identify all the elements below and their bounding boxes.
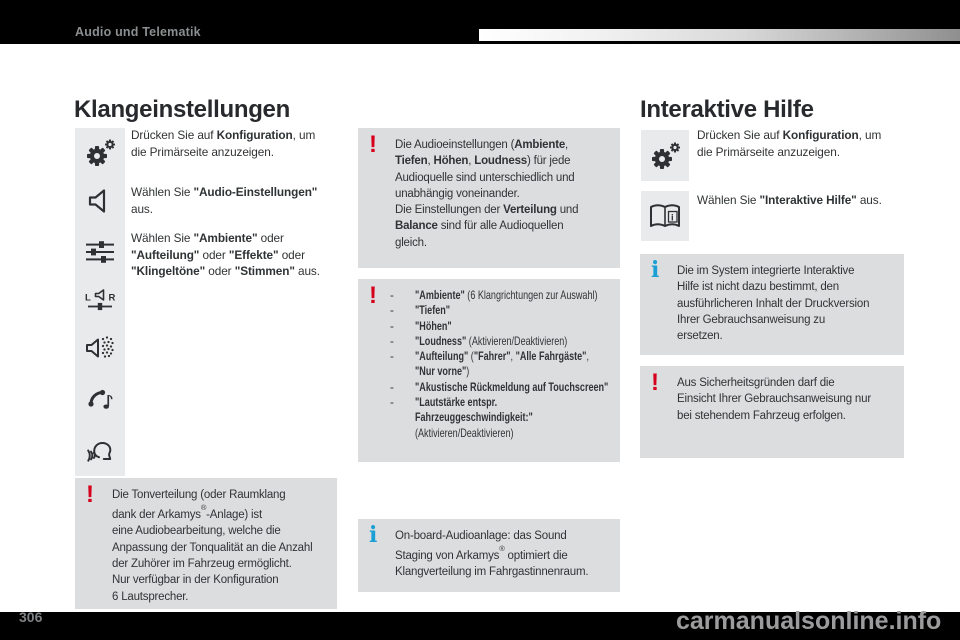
list-item: - "Akustische Rückmeldung auf Touchscreen" (390, 380, 609, 394)
settings-list-box (358, 279, 620, 462)
settings-gear-icon (83, 136, 117, 170)
right-icon-tile (641, 130, 689, 181)
list-item: - "Loudness" (Aktivieren/Deaktivieren) (390, 334, 568, 348)
sound-distribution-warning-box (75, 478, 337, 609)
settings-list (390, 288, 663, 441)
list-item: - "Höhen" (390, 319, 452, 333)
sound-step-2: Wählen Sie "Audio-Einstellungen" aus. (131, 185, 318, 216)
audio-settings-warning-box (358, 128, 620, 268)
page-number: 306 (19, 609, 43, 625)
sound-step-1: Drücken Sie auf Konfiguration, um die Primärseite anzuzeigen. (131, 128, 316, 159)
top-bar (0, 0, 960, 44)
info-icon: i (369, 522, 378, 548)
help-step-1: Drücken Sie auf Konfiguration, um die Primärseite anzuzeigen. (697, 128, 882, 159)
info-icon: i (651, 257, 660, 283)
safety-warning-box (640, 366, 904, 458)
watermark: carmanualsonline.info (676, 607, 942, 635)
warning-icon: ! (369, 282, 377, 309)
balance-icon (83, 281, 117, 315)
list-item: - "Tiefen" (390, 304, 451, 318)
warning-icon: ! (651, 369, 659, 396)
chapter-label: Audio und Telematik (75, 25, 201, 39)
settings-gear-icon (648, 139, 682, 173)
section-title-sound-settings: Klangeinstellungen (74, 96, 290, 123)
safety-warning-text: Aus Sicherheitsgründen darf die Einsicht Ihrer Gebrauchsanweisung nur bei stehendem Fahrzeug erfolgen. (677, 377, 871, 422)
section-title-interactive-help: Interaktive Hilfe (640, 96, 814, 123)
audio-settings-warning-text: Die Audioeinstellungen (Ambiente, Tiefen, Höhen, Loudness) für jede Audioquelle sind unterschiedlich und unabhängig voneinander. Die Einstellungen der Verteilung und Balance sind für alle Audioquellen gleich. (395, 139, 579, 249)
header-gradient-bar (479, 29, 960, 41)
interactive-help-book-icon (647, 198, 683, 234)
sound-step-3: Wählen Sie "Ambiente" oder "Aufteilung" oder "Effekte" oder "Klingeltöne" oder "Stimmen" aus. (131, 231, 320, 278)
surround-sound-icon (83, 331, 117, 365)
svg-text:L: L (85, 292, 91, 304)
list-item: - "Ambiente" (6 Klangrichtungen zur Auswahl) (390, 289, 598, 302)
svg-text:R: R (108, 292, 116, 304)
warning-icon: ! (369, 131, 377, 158)
svg-text:i: i (671, 212, 674, 224)
speaker-icon (83, 184, 117, 218)
phone-music-icon (83, 382, 117, 416)
warning-icon: ! (86, 481, 94, 508)
right-icon-tile (641, 191, 689, 241)
interactive-help-info-box (640, 254, 904, 355)
list-item: - "Aufteilung" ("Fahrer", "Alle Fahrgäste", "Nur vorne") (390, 350, 589, 379)
arkamys-info-box (358, 519, 620, 592)
left-icon-strip (75, 128, 125, 476)
help-step-2: Wählen Sie "Interaktive Hilfe" aus. (697, 193, 882, 207)
voice-command-icon (83, 432, 117, 466)
equalizer-icon (83, 235, 117, 269)
arkamys-info-text: On-board-Audioanlage: das Sound Staging von Arkamys® optimiert die Klangverteilung im Fahrgastinnenraum. (395, 530, 589, 579)
sound-distribution-warning-text: Die Tonverteilung (oder Raumklang dank der Arkamys®-Anlage) ist eine Audiobearbeitung, welche die Anpassung der Tonqualität an die Anzahl der Zuhörer im Fahrzeug ermöglicht. Nur verfügbar in der Konfiguration 6 Lautsprecher. (112, 489, 313, 603)
interactive-help-info-text: Die im System integrierte Interaktive Hilfe ist nicht dazu bestimmt, den ausführlicheren Inhalt der Druckversion Ihrer Gebrauchsanweisung zu ersetzen. (677, 265, 870, 343)
list-item: - "Lautstärke entspr. Fahrzeuggeschwindigkeit:" (Aktivieren/Deaktivieren) (390, 396, 533, 440)
